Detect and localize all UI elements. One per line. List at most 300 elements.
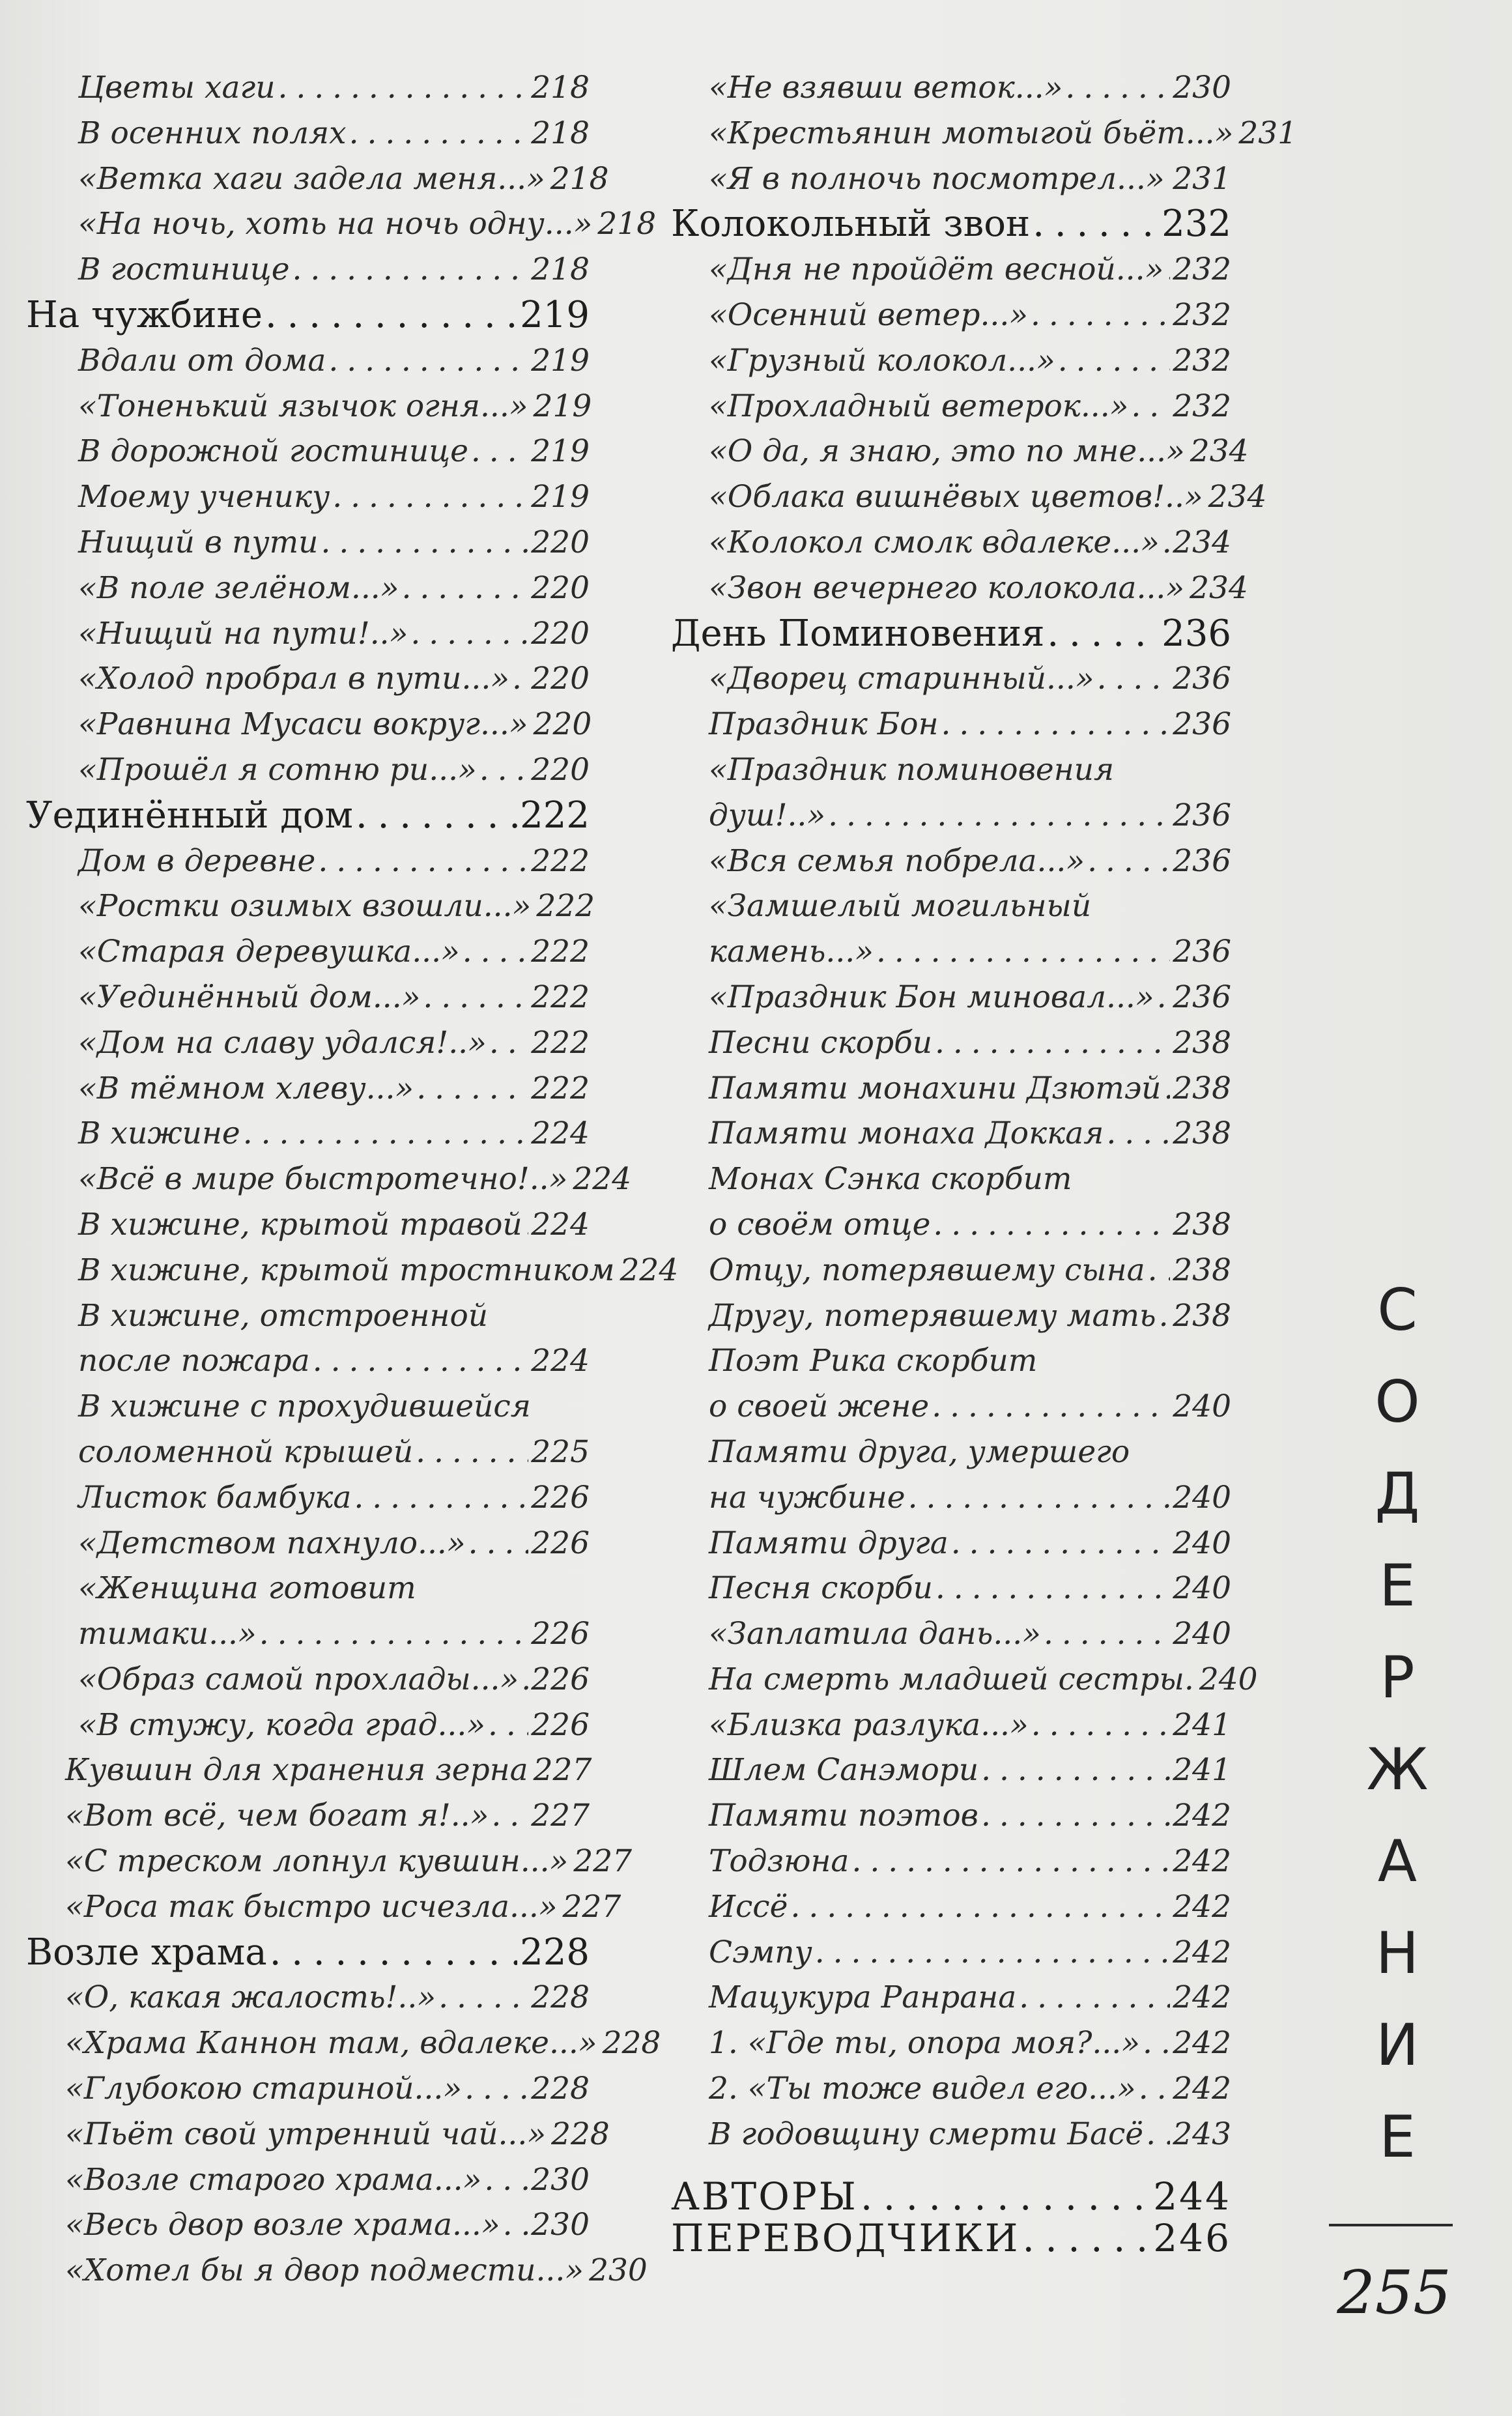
toc-entry-page: 220 xyxy=(531,569,590,606)
toc-dot-leader xyxy=(1106,1111,1170,1157)
toc-entry-page: 224 xyxy=(531,1343,590,1379)
toc-entry-title: Цветы хаги xyxy=(78,70,276,106)
toc-entry xyxy=(26,1020,590,1066)
toc-entry-page: 236 xyxy=(1173,797,1231,833)
toc-entry-page: 224 xyxy=(573,1161,632,1198)
toc-entry-title: «Хотел бы я двор подмести...» xyxy=(65,2252,584,2289)
toc-entry xyxy=(671,520,1231,566)
toc-entry-title: В годовщину смерти Басё xyxy=(709,2116,1144,2152)
toc-dot-leader xyxy=(318,839,528,884)
toc-entry xyxy=(26,702,590,747)
toc-entry-page: 227 xyxy=(562,1888,621,1925)
toc-dot-leader xyxy=(1023,2217,1151,2259)
toc-entry-page: 227 xyxy=(531,1798,590,1834)
toc-entry-page: 236 xyxy=(1173,706,1231,743)
toc-entry-page: 242 xyxy=(1173,2025,1231,2062)
toc-entry xyxy=(671,1111,1231,1157)
toc-entry-page: 242 xyxy=(1173,1798,1231,1834)
toc-entry-title: «Дня не пройдёт весной...» xyxy=(709,252,1164,288)
toc-dot-leader xyxy=(1031,293,1170,338)
toc-entry xyxy=(26,1793,590,1839)
toc-dot-leader xyxy=(1146,2112,1170,2157)
toc-entry-page: 231 xyxy=(1173,160,1231,197)
toc-entry xyxy=(26,656,590,702)
toc-entry-page: 234 xyxy=(1208,479,1267,515)
toc-entry-page: 220 xyxy=(533,706,592,743)
toc-dot-leader xyxy=(354,1475,528,1521)
toc-entry xyxy=(671,1157,1231,1202)
toc-entry-title: ПЕРЕВОДЧИКИ xyxy=(671,2215,1020,2260)
toc-dot-leader xyxy=(521,1657,528,1703)
toc-entry-title: душ!..» xyxy=(709,797,826,833)
toc-entry-title: «Праздник поминовения xyxy=(709,751,1115,788)
toc-dot-leader xyxy=(1166,247,1170,293)
toc-entry-page: 228 xyxy=(602,2025,661,2062)
toc-entry xyxy=(26,1430,590,1475)
toc-dot-leader xyxy=(259,1611,529,1657)
toc-entry xyxy=(26,611,590,657)
section-title-letter: Е xyxy=(1379,2103,1416,2170)
toc-entry xyxy=(26,1611,590,1657)
toc-dot-leader xyxy=(828,793,1170,839)
toc-entry xyxy=(671,656,1231,702)
toc-entry-page: 220 xyxy=(531,615,590,652)
toc-entry-page: 246 xyxy=(1153,2215,1231,2260)
toc-entry-title: «Колокол смолк вдалеке...» xyxy=(709,524,1160,560)
toc-entry xyxy=(26,1202,590,1248)
toc-entry-title: «Детством пахнуло...» xyxy=(78,1525,466,1561)
toc-entry-page: 218 xyxy=(531,252,590,288)
toc-entry-title: Памяти поэтов xyxy=(709,1798,978,1834)
toc-entry xyxy=(26,474,590,520)
toc-entry-title: «Крестьянин мотыгой бьёт...» xyxy=(709,115,1234,151)
toc-entry xyxy=(26,1475,590,1521)
toc-entry-title: Праздник Бон xyxy=(709,706,939,743)
toc-dot-leader xyxy=(1143,2021,1170,2066)
toc-entry xyxy=(26,1747,590,1793)
toc-entry-title: «Осенний ветер...» xyxy=(709,296,1029,333)
toc-entry xyxy=(671,611,1231,657)
toc-entry-title: «Пьёт свой утренний чай...» xyxy=(65,2116,547,2152)
toc-entry xyxy=(26,1703,590,1748)
toc-entry-page: 232 xyxy=(1173,342,1231,379)
toc-entry-title: «Вся семья побрела...» xyxy=(709,842,1085,879)
toc-entry-title: «Роса так быстро исчезла...» xyxy=(65,1888,558,1925)
toc-entry-title: «Нищий на пути!..» xyxy=(78,615,408,652)
toc-entry-page: 232 xyxy=(1173,388,1231,424)
toc-entry xyxy=(26,111,590,156)
toc-entry xyxy=(671,1020,1231,1066)
toc-entry-page: 226 xyxy=(531,1661,590,1697)
toc-entry-page: 241 xyxy=(1173,1706,1231,1743)
toc-entry-page: 219 xyxy=(533,388,592,424)
toc-entry-title: «В поле зелёном...» xyxy=(78,569,399,606)
toc-entry-page: 218 xyxy=(531,115,590,151)
toc-entry xyxy=(671,1703,1231,1748)
toc-entry-title: «Ветка хаги задела меня...» xyxy=(78,160,545,197)
toc-entry-title: Возле храма xyxy=(26,1931,267,1974)
toc-entry-title: о своей жене xyxy=(709,1388,930,1425)
toc-entry-page: 242 xyxy=(1173,1843,1231,1880)
toc-entry xyxy=(26,65,590,111)
toc-entry xyxy=(26,2021,661,2066)
toc-entry-title: «Вот всё, чем богат я!..» xyxy=(65,1798,489,1834)
toc-entry xyxy=(671,201,1231,247)
toc-entry-page: 242 xyxy=(1173,2071,1231,2107)
toc-entry xyxy=(671,247,1231,293)
toc-dot-leader xyxy=(491,1793,528,1839)
toc-entry-page: 241 xyxy=(1173,1752,1231,1789)
toc-entry-title: Памяти друга, умершего xyxy=(709,1433,1130,1470)
toc-entry-title: камень...» xyxy=(709,934,874,970)
toc-entry-page: 222 xyxy=(531,979,590,1015)
toc-dot-leader xyxy=(1148,1248,1171,1293)
toc-entry-page: 219 xyxy=(520,293,590,336)
toc-dot-leader xyxy=(1163,1066,1170,1112)
toc-dot-leader xyxy=(356,793,517,839)
toc-entry-title: 1. «Где ты, опора моя?...» xyxy=(709,2025,1140,2062)
toc-entry-title: «Прошёл я сотню ри...» xyxy=(78,751,477,788)
toc-entry-title: Сэмпу xyxy=(709,1934,812,1970)
toc-entry-page: 222 xyxy=(531,1070,590,1106)
toc-entry-title: Поэт Рика скорбит xyxy=(709,1343,1038,1379)
toc-entry xyxy=(671,1839,1231,1884)
toc-entry xyxy=(671,1747,1231,1793)
toc-dot-leader xyxy=(484,2157,528,2203)
toc-entry-title: Песня скорби xyxy=(709,1570,933,1607)
toc-entry-title: «Уединённый дом...» xyxy=(78,979,421,1015)
toc-entry-title: «Тоненький язычок огня...» xyxy=(78,388,528,424)
toc-entry-title: АВТОРЫ xyxy=(671,2174,858,2219)
toc-dot-leader xyxy=(1167,156,1171,202)
toc-dot-leader xyxy=(935,1566,1170,1611)
toc-entry xyxy=(26,293,590,338)
toc-entry-title: Вдали от дома xyxy=(78,342,326,379)
toc-entry xyxy=(26,2248,648,2294)
toc-dot-leader xyxy=(935,1020,1170,1066)
toc-dot-leader xyxy=(1087,839,1170,884)
toc-dot-leader xyxy=(349,111,529,156)
toc-entry-page: 219 xyxy=(531,433,590,470)
toc-entry-title: В осенних полях xyxy=(78,115,347,151)
page-number: 255 xyxy=(1337,2258,1451,2327)
toc-dot-leader xyxy=(981,1747,1170,1793)
toc-dot-leader xyxy=(410,611,528,657)
toc-entry-page: 236 xyxy=(1162,612,1231,655)
toc-dot-leader xyxy=(321,520,528,566)
toc-entry xyxy=(26,1930,590,1976)
toc-entry-page: 230 xyxy=(531,2161,590,2198)
toc-entry-title: Моему ученику xyxy=(78,479,330,515)
toc-entry xyxy=(671,1930,1231,1976)
toc-entry-title: Памяти монаха Доккая xyxy=(709,1115,1104,1152)
toc-dot-leader xyxy=(1031,1703,1171,1748)
toc-entry-title: соломенной крышей xyxy=(78,1433,414,1470)
toc-entry-title: «Глубокою стариной...» xyxy=(65,2071,463,2107)
toc-entry xyxy=(26,1338,590,1384)
toc-entry-page: 228 xyxy=(520,1931,590,1974)
toc-dot-leader xyxy=(941,702,1171,747)
toc-entry xyxy=(26,1566,590,1611)
toc-entry xyxy=(26,793,590,839)
toc-entry-page: 224 xyxy=(531,1115,590,1152)
toc-entry-page: 226 xyxy=(531,1525,590,1561)
toc-entry-page: 219 xyxy=(531,479,590,515)
toc-entry-page: 240 xyxy=(1173,1525,1231,1561)
toc-entry xyxy=(671,975,1231,1020)
toc-dot-leader xyxy=(401,566,528,611)
toc-entry-page: 234 xyxy=(1190,433,1249,470)
section-title-letter: Е xyxy=(1379,1552,1416,1619)
toc-entry xyxy=(671,2112,1231,2157)
toc-entry-page: 228 xyxy=(531,1979,590,2016)
toc-entry-title: «Всё в мире быстротечно!..» xyxy=(78,1161,568,1198)
toc-entry xyxy=(671,65,1231,111)
toc-entry-title: «Старая деревушка...» xyxy=(78,934,460,970)
toc-entry-title: Шлем Санэмори xyxy=(709,1752,979,1789)
toc-entry-title: Кувшин для хранения зерна xyxy=(65,1752,528,1789)
toc-dot-leader xyxy=(1019,1975,1170,2021)
toc-entry xyxy=(26,201,657,247)
toc-entry xyxy=(26,384,590,429)
toc-entry xyxy=(671,1248,1231,1293)
toc-entry xyxy=(671,429,1249,474)
section-title-letter: Н xyxy=(1375,1920,1419,1987)
toc-dot-leader xyxy=(851,1839,1170,1884)
toc-entry-title: Памяти монахини Дзютэй xyxy=(709,1070,1162,1106)
toc-entry xyxy=(671,2176,1231,2217)
toc-entry xyxy=(26,1839,633,1884)
toc-entry xyxy=(671,839,1231,884)
toc-entry-title: На чужбине xyxy=(26,293,263,336)
toc-entry-title: Памяти друга xyxy=(709,1525,949,1561)
toc-entry-page: 222 xyxy=(520,794,590,837)
toc-entry-title: Дом в деревне xyxy=(78,842,316,879)
toc-dot-leader xyxy=(489,1020,528,1066)
toc-entry xyxy=(26,1884,621,1930)
toc-entry-title: «Грузный колокол...» xyxy=(709,342,1055,379)
toc-entry-page: 240 xyxy=(1199,1661,1258,1697)
toc-entry-page: 240 xyxy=(1173,1616,1231,1652)
toc-entry-title: Уединённый дом xyxy=(26,794,353,837)
toc-entry xyxy=(26,747,590,793)
toc-entry xyxy=(671,1430,1231,1475)
toc-entry xyxy=(671,1521,1231,1566)
toc-entry xyxy=(671,474,1267,520)
toc-entry xyxy=(671,1384,1231,1430)
toc-entry-title: Листок бамбука xyxy=(78,1479,352,1516)
toc-dot-leader xyxy=(270,1930,517,1976)
toc-entry-title: «Праздник Бон миновал...» xyxy=(709,979,1154,1015)
toc-entry-title: В гостинице xyxy=(78,252,290,288)
toc-entry-page: 218 xyxy=(550,160,609,197)
toc-dot-leader xyxy=(1139,2066,1171,2112)
toc-entry xyxy=(26,1657,590,1703)
toc-entry xyxy=(671,793,1231,839)
toc-dot-leader xyxy=(512,656,528,702)
toc-entry xyxy=(26,2112,610,2157)
toc-entry xyxy=(671,2217,1231,2259)
toc-entry-page: 222 xyxy=(536,888,595,925)
toc-entry-title: В дорожной гостинице xyxy=(78,433,468,470)
toc-entry-title: «Замшелый могильный xyxy=(709,888,1092,925)
toc-dot-leader xyxy=(328,338,528,384)
toc-entry-title: «О да, я знаю, это по мне...» xyxy=(709,433,1185,470)
toc-entry-title: «Равнина Мусаси вокруг...» xyxy=(78,706,528,743)
toc-entry-page: 236 xyxy=(1173,979,1231,1015)
toc-entry-page: 244 xyxy=(1153,2174,1231,2219)
toc-entry xyxy=(26,1248,679,1293)
toc-dot-leader xyxy=(932,1384,1170,1430)
toc-entry xyxy=(26,2157,590,2203)
toc-entry-page: 238 xyxy=(1173,1206,1231,1243)
toc-entry-page: 238 xyxy=(1173,1115,1231,1152)
toc-entry-title: после пожара xyxy=(78,1343,310,1379)
toc-dot-leader xyxy=(479,747,529,793)
toc-dot-leader xyxy=(265,293,517,338)
toc-entry-page: 228 xyxy=(531,2071,590,2107)
toc-entry-title: Тодзюна xyxy=(709,1843,849,1880)
toc-entry xyxy=(671,1293,1231,1339)
toc-entry-title: «Женщина готовит xyxy=(78,1570,416,1607)
toc-entry xyxy=(671,111,1298,156)
toc-entry-page: 227 xyxy=(533,1752,592,1789)
toc-entry xyxy=(26,1521,590,1566)
toc-entry xyxy=(671,747,1231,793)
toc-entry-title: Песни скорби xyxy=(709,1024,933,1061)
toc-entry-title: «В стужу, когда град...» xyxy=(78,1706,486,1743)
section-title-letter: А xyxy=(1377,1828,1418,1895)
toc-dot-leader xyxy=(1159,1293,1171,1339)
toc-entry-title: «Образ самой прохлады...» xyxy=(78,1661,519,1697)
toc-entry-page: 234 xyxy=(1190,569,1248,606)
toc-entry xyxy=(26,2066,590,2112)
toc-entry xyxy=(26,1384,590,1430)
toc-entry-title: «Не взявши веток...» xyxy=(709,70,1063,106)
toc-dot-leader xyxy=(463,929,529,975)
toc-dot-leader xyxy=(1162,520,1171,566)
toc-dot-leader xyxy=(1065,65,1170,111)
toc-entry xyxy=(671,1884,1231,1930)
toc-entry-page: 242 xyxy=(1173,1979,1231,2016)
toc-entry-page: 219 xyxy=(531,342,590,379)
toc-dot-leader xyxy=(438,1975,528,2021)
toc-entry-title: «С треском лопнул кувшин...» xyxy=(65,1843,569,1880)
toc-dot-leader xyxy=(332,474,528,520)
toc-entry-title: На смерть младшей сестры. xyxy=(709,1661,1194,1697)
toc-entry-page: 238 xyxy=(1173,1024,1231,1061)
toc-entry-page: 220 xyxy=(531,661,590,697)
toc-dot-leader xyxy=(1131,384,1170,429)
toc-entry xyxy=(671,1566,1231,1611)
toc-entry-page: 226 xyxy=(531,1616,590,1652)
page-number-rule xyxy=(1329,2224,1453,2226)
toc-column-right xyxy=(671,65,1298,2260)
toc-dot-leader xyxy=(243,1111,529,1157)
toc-entry-page: 234 xyxy=(1173,524,1231,560)
toc-entry-title: «Храма Каннон там, вдалеке...» xyxy=(65,2025,597,2062)
toc-entry-page: 230 xyxy=(1173,70,1231,106)
toc-entry xyxy=(26,1066,590,1112)
toc-entry-title: «Прохладный ветерок...» xyxy=(709,388,1129,424)
toc-entry-title: 2. «Ты тоже видел его...» xyxy=(709,2071,1136,2107)
toc-entry-title: «Весь двор возле храма...» xyxy=(65,2207,500,2243)
toc-entry-page: 226 xyxy=(531,1479,590,1516)
toc-entry-title: «На ночь, хоть на ночь одну...» xyxy=(78,206,593,242)
toc-dot-leader xyxy=(1047,611,1159,657)
toc-entry-title: Отцу, потерявшему сына xyxy=(709,1252,1145,1288)
toc-entry-page: 227 xyxy=(573,1843,633,1880)
toc-dot-leader xyxy=(790,1884,1170,1930)
toc-dot-leader xyxy=(292,247,529,293)
toc-entry-page: 240 xyxy=(1173,1570,1231,1607)
toc-entry xyxy=(26,566,590,611)
toc-dot-leader xyxy=(951,1521,1170,1566)
toc-dot-leader xyxy=(313,1338,529,1384)
toc-entry-page: 243 xyxy=(1173,2116,1231,2152)
toc-entry-title: Другу, потерявшему мать xyxy=(709,1297,1156,1334)
toc-entry xyxy=(26,884,595,929)
toc-entry-page: 232 xyxy=(1162,203,1231,246)
toc-entry-page: 242 xyxy=(1173,1934,1231,1970)
toc-entry-page: 230 xyxy=(589,2252,648,2289)
toc-entry xyxy=(671,566,1248,611)
toc-entry-title: В хижине с прохудившейся xyxy=(78,1388,531,1425)
section-title-letter: С xyxy=(1377,1276,1418,1344)
toc-dot-leader xyxy=(471,429,528,474)
toc-entry xyxy=(671,702,1231,747)
toc-entry-title: «Звон вечернего колокола...» xyxy=(709,569,1185,606)
toc-entry-title: «Облака вишнёвых цветов!..» xyxy=(709,479,1203,515)
toc-entry-page: 222 xyxy=(531,934,590,970)
section-title-letter: Ж xyxy=(1366,1736,1429,1803)
section-title-vertical xyxy=(1365,1264,1430,2183)
section-title-letter: Д xyxy=(1375,1460,1420,1527)
toc-entry-page: 232 xyxy=(1173,252,1231,288)
toc-dot-leader xyxy=(876,929,1170,975)
toc-entry-page: 238 xyxy=(1173,1252,1231,1288)
toc-entry-page: 236 xyxy=(1173,842,1231,879)
toc-entry-page: 240 xyxy=(1173,1479,1231,1516)
toc-entry-title: Колокольный звон xyxy=(671,203,1031,246)
toc-entry-page: 236 xyxy=(1173,661,1231,697)
toc-entry-title: на чужбине xyxy=(709,1479,906,1516)
toc-entry-title: В хижине, отстроенной xyxy=(78,1297,489,1334)
section-title-letter: Р xyxy=(1380,1644,1415,1711)
toc-entry-page: 236 xyxy=(1173,934,1231,970)
toc-entry-title: Монах Сэнка скорбит xyxy=(709,1161,1072,1198)
toc-entry-page: 218 xyxy=(597,206,657,242)
toc-entry xyxy=(671,338,1231,384)
toc-dot-leader xyxy=(815,1930,1170,1976)
toc-entry-title: Иссё xyxy=(709,1888,788,1925)
toc-dot-leader xyxy=(981,1793,1170,1839)
toc-entry-page: 232 xyxy=(1173,296,1231,333)
toc-entry xyxy=(671,929,1231,975)
toc-entry-title: «В тёмном хлеву...» xyxy=(78,1070,414,1106)
toc-entry xyxy=(671,2021,1231,2066)
toc-entry xyxy=(26,247,590,293)
toc-entry-title: «О, какая жалость!..» xyxy=(65,1979,436,2016)
toc-entry xyxy=(671,1611,1231,1657)
toc-entry xyxy=(26,156,609,202)
toc-entry xyxy=(671,384,1231,429)
toc-entry xyxy=(671,1202,1231,1248)
toc-entry-page: 238 xyxy=(1173,1297,1231,1334)
toc-entry xyxy=(26,839,590,884)
toc-dot-leader xyxy=(468,1521,529,1566)
toc-entry-page: 222 xyxy=(531,1024,590,1061)
